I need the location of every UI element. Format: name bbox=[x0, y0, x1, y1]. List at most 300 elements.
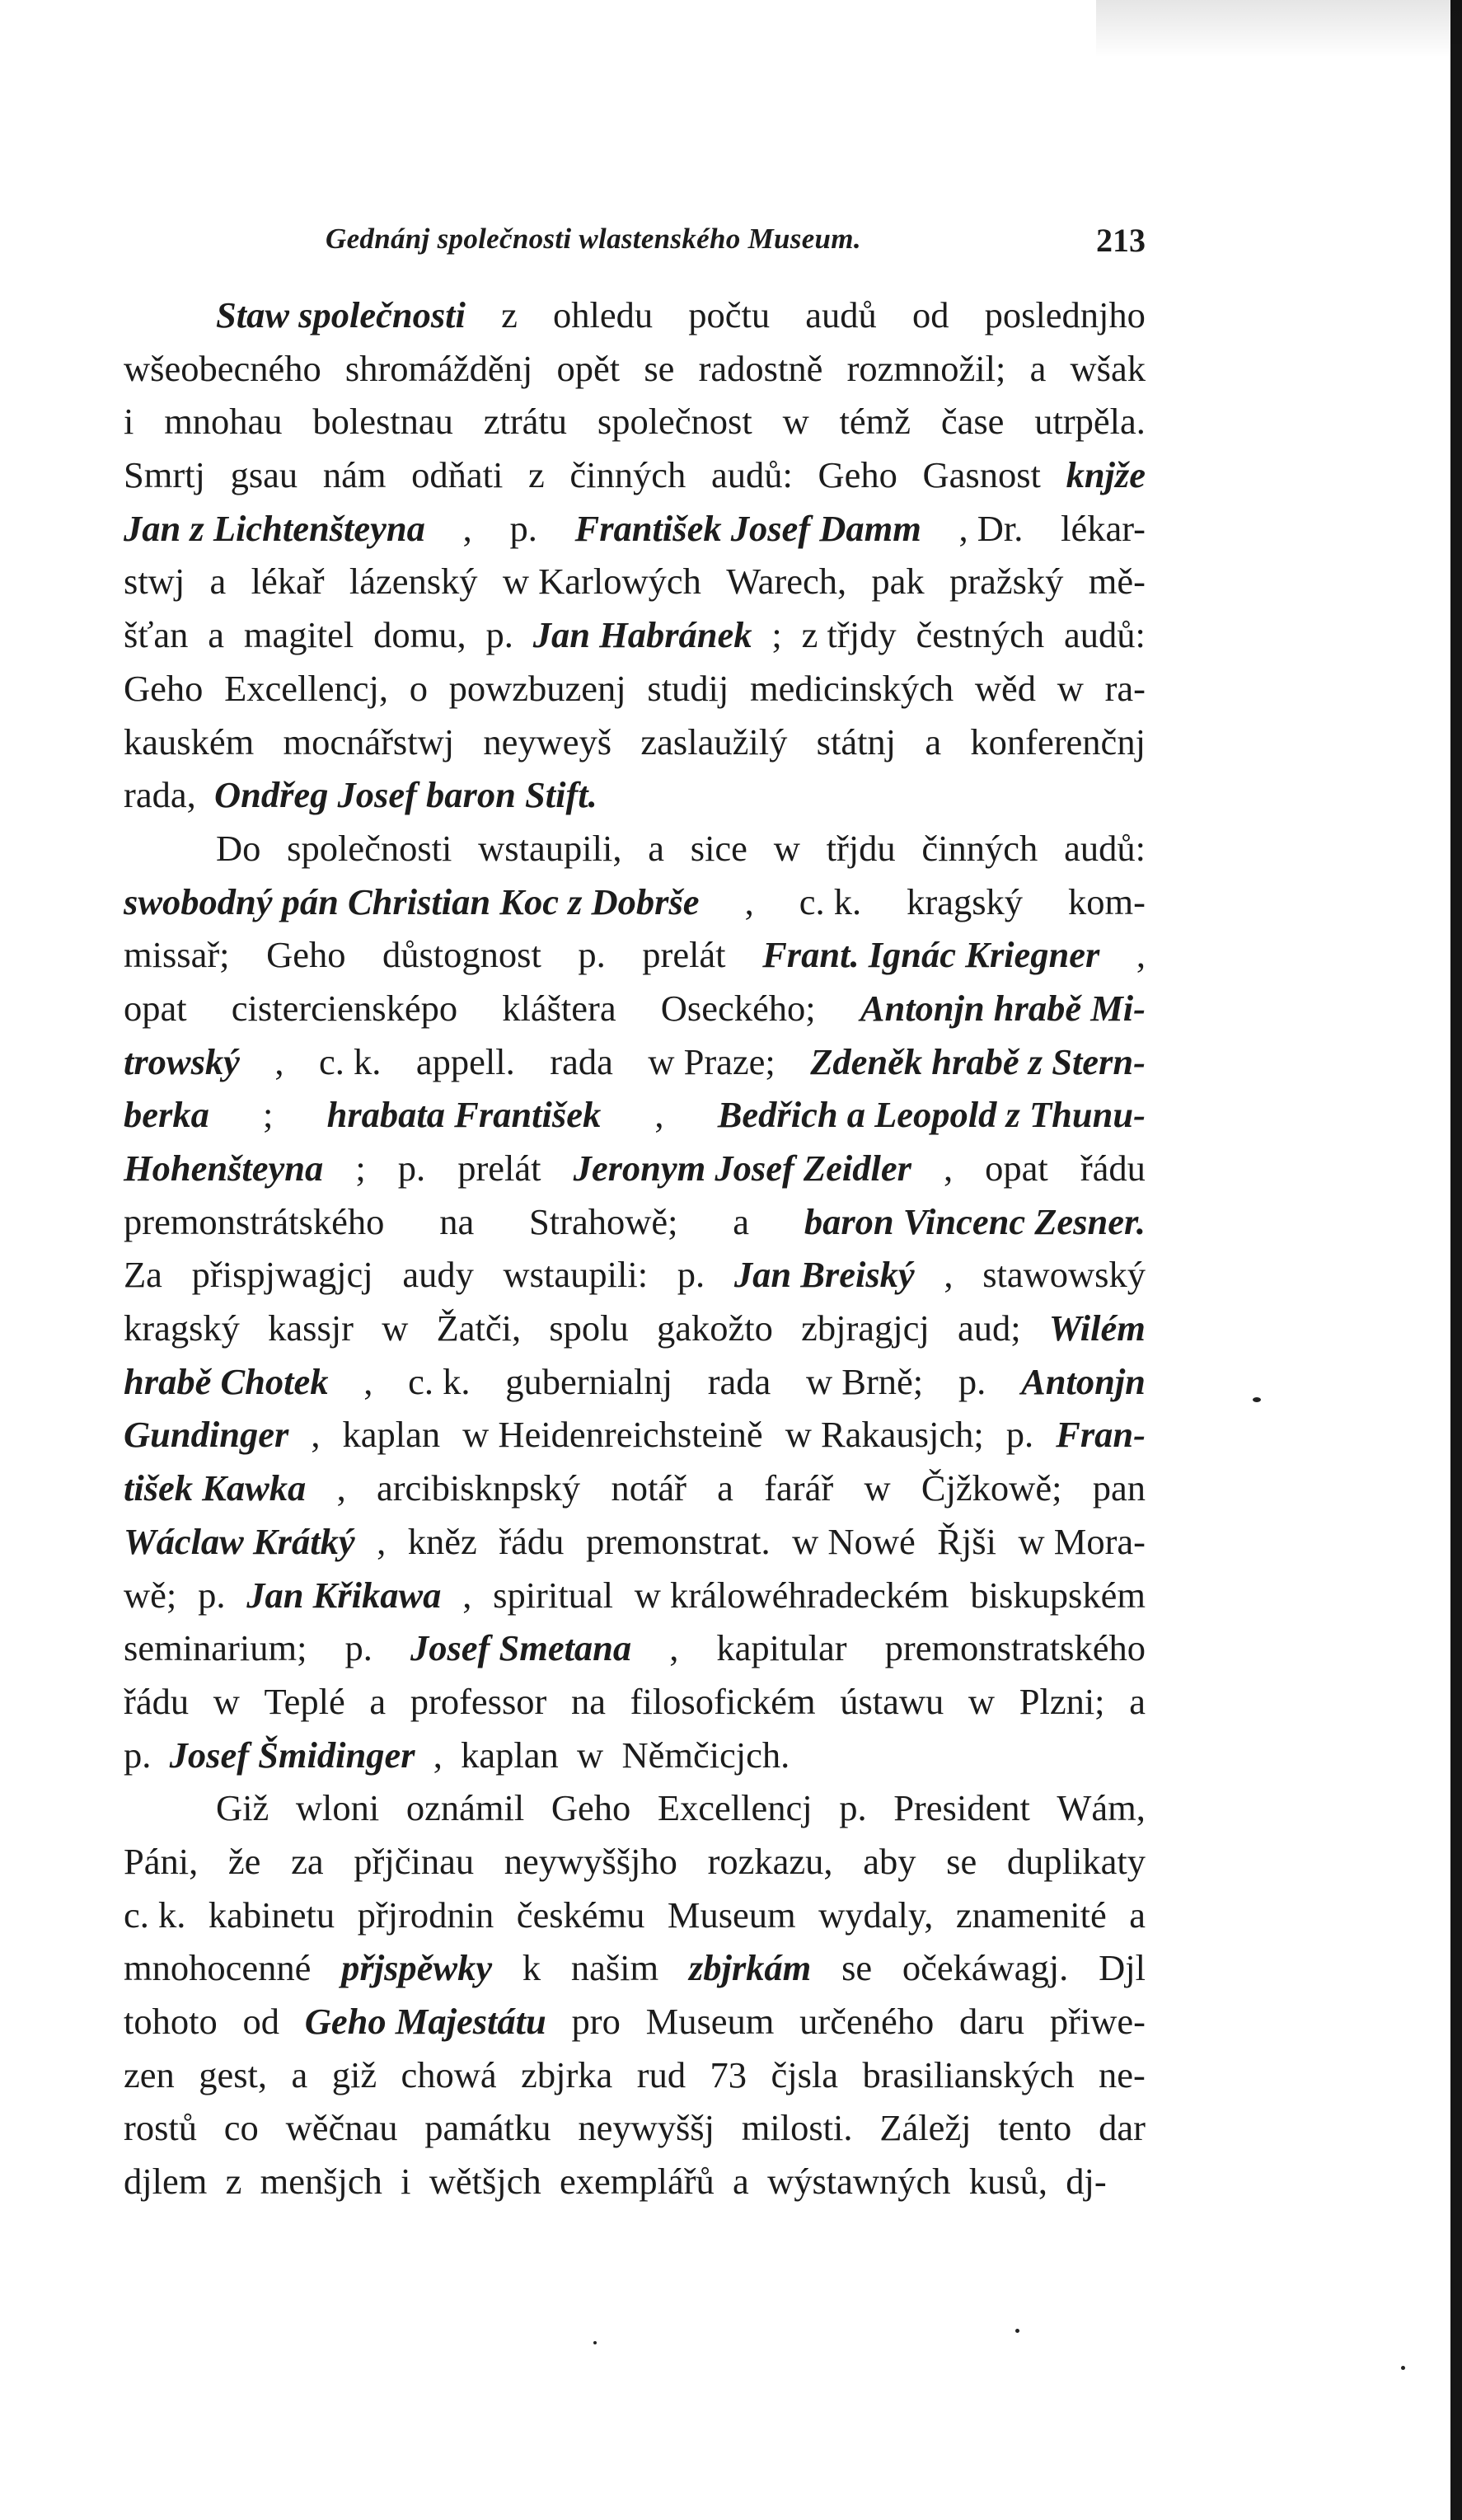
word: ne- bbox=[1099, 2053, 1146, 2095]
word: lékař bbox=[251, 561, 325, 603]
text-line bbox=[124, 1835, 1146, 1889]
word: Giž bbox=[216, 1787, 269, 1829]
word: rada bbox=[550, 1040, 613, 1082]
text-line bbox=[124, 395, 1146, 448]
word: Záležj bbox=[879, 2107, 972, 2149]
italic-name: Ondřeg Josef baron Stift. bbox=[213, 774, 597, 816]
italic-name: Gundinger bbox=[124, 1414, 289, 1456]
word: bolestnau bbox=[312, 401, 453, 443]
word: lázenský bbox=[349, 561, 478, 603]
word: kauském bbox=[124, 720, 255, 763]
word: appell. bbox=[415, 1040, 515, 1082]
word: přiwe- bbox=[1049, 2001, 1146, 2042]
page-header bbox=[293, 223, 1146, 264]
word: wšeobecného bbox=[124, 347, 321, 389]
text-line bbox=[124, 768, 1146, 822]
word: gubernialnj bbox=[505, 1360, 672, 1402]
word: kapitular bbox=[716, 1627, 847, 1669]
word: a bbox=[291, 2053, 308, 2095]
word: přjrodnin bbox=[357, 1894, 494, 1936]
word: missař; bbox=[124, 934, 230, 976]
word: Excellencj bbox=[657, 1787, 813, 1829]
italic-name: Zdeněk hrabě z Stern- bbox=[810, 1040, 1146, 1082]
word: opět bbox=[556, 347, 621, 389]
italic-name: berka bbox=[124, 1094, 209, 1136]
word: českému bbox=[516, 1894, 645, 1936]
word: , bbox=[744, 880, 754, 922]
word: kragský bbox=[907, 880, 1024, 922]
scan-speck bbox=[1253, 1397, 1261, 1402]
word: kaplan bbox=[461, 1734, 559, 1776]
text-line bbox=[124, 1515, 1146, 1569]
word: společnost bbox=[597, 401, 752, 443]
word: a bbox=[209, 561, 227, 603]
word: gakožto bbox=[657, 1307, 773, 1349]
word: p. bbox=[509, 507, 537, 549]
word: giž bbox=[331, 2053, 377, 2095]
word: opat bbox=[124, 987, 187, 1029]
scan-speck bbox=[593, 2341, 597, 2344]
word: Gasnost bbox=[922, 454, 1041, 496]
italic-name: Frant. Ignác Kriegner bbox=[762, 934, 1100, 976]
italic-name: Fran- bbox=[1056, 1414, 1146, 1456]
word: President bbox=[893, 1787, 1030, 1829]
word: Žatči, bbox=[436, 1307, 522, 1349]
word: wšak bbox=[1070, 347, 1146, 389]
word: k bbox=[522, 1947, 541, 1989]
text-line bbox=[124, 502, 1146, 556]
word: professor bbox=[410, 1680, 547, 1722]
italic-name: baron Vincenc Zesner. bbox=[804, 1200, 1146, 1242]
italic-name: Jeronym Josef Zeidler bbox=[573, 1147, 911, 1189]
scan-edge-right bbox=[1450, 0, 1462, 2520]
word: Řjši bbox=[937, 1520, 996, 1562]
text-line bbox=[124, 1569, 1146, 1622]
word: c. k. bbox=[319, 1040, 382, 1082]
word: w Nowé bbox=[792, 1520, 916, 1562]
word: na bbox=[439, 1200, 475, 1242]
text-line bbox=[124, 1675, 1146, 1729]
word: c. k. bbox=[124, 1894, 186, 1936]
word: pak bbox=[871, 561, 925, 603]
word: ; bbox=[263, 1094, 274, 1136]
word: p. bbox=[124, 1734, 152, 1776]
word: w bbox=[968, 1680, 996, 1722]
word: mnohocenné bbox=[124, 1947, 312, 1989]
word: , bbox=[336, 1467, 346, 1509]
word: Geho bbox=[551, 1787, 631, 1829]
text-line bbox=[124, 1088, 1146, 1142]
word: ; bbox=[355, 1147, 366, 1189]
italic-name: přjspěwky bbox=[341, 1947, 493, 1989]
word: pro bbox=[571, 2001, 621, 2042]
word: ústawu bbox=[840, 1680, 944, 1722]
word: wydaly, bbox=[818, 1894, 934, 1936]
word: třjdu bbox=[826, 827, 896, 869]
word: ra- bbox=[1104, 667, 1146, 709]
word: tento bbox=[998, 2107, 1072, 2149]
word: audů bbox=[805, 294, 877, 336]
word: zaslaužilý bbox=[640, 720, 788, 763]
word: studij bbox=[647, 667, 729, 709]
word: zbjrka bbox=[521, 2053, 613, 2095]
word: kabinetu bbox=[208, 1894, 335, 1936]
text-line bbox=[124, 1995, 1146, 2048]
word: arcibisknpský bbox=[376, 1467, 581, 1509]
word: duplikaty bbox=[1006, 1840, 1146, 1882]
word: Warech, bbox=[726, 561, 847, 603]
italic-name: Antonjn hrabě Mi- bbox=[860, 987, 1146, 1029]
word: magitel bbox=[243, 614, 354, 656]
word: , bbox=[311, 1414, 321, 1456]
word: rostů bbox=[124, 2107, 197, 2149]
word: přispjwagjcj bbox=[191, 1254, 373, 1296]
word: daru bbox=[958, 2001, 1025, 2042]
word: a bbox=[1129, 1680, 1146, 1722]
word: domu, bbox=[373, 614, 466, 656]
word: z bbox=[225, 2161, 242, 2203]
word: čestných bbox=[916, 614, 1045, 656]
word: dar bbox=[1099, 2107, 1146, 2149]
word: w Heidenreichsteině bbox=[462, 1414, 763, 1456]
word: wstaupili: bbox=[503, 1254, 649, 1296]
word: tohoto bbox=[124, 2001, 218, 2042]
word: neywyššj bbox=[578, 2107, 715, 2149]
word: nám bbox=[322, 454, 387, 496]
word: Za bbox=[124, 1254, 162, 1296]
word: ohledu bbox=[552, 294, 654, 336]
word: powzbuzenj bbox=[448, 667, 626, 709]
word: chowá bbox=[401, 2053, 497, 2095]
word: a bbox=[1029, 347, 1047, 389]
word: Museum bbox=[645, 2001, 775, 2042]
italic-name: Jan Křikawa bbox=[246, 1574, 442, 1616]
word: w Brně; bbox=[806, 1360, 924, 1402]
word: a bbox=[733, 2161, 749, 2203]
word: z třjdy bbox=[801, 614, 897, 656]
word: w bbox=[773, 827, 800, 869]
word: i bbox=[401, 2161, 411, 2203]
word: pražský bbox=[949, 561, 1064, 603]
word: notář bbox=[611, 1467, 686, 1509]
word: zbjragjcj bbox=[801, 1307, 930, 1349]
word: rada bbox=[707, 1360, 771, 1402]
word: kragský bbox=[124, 1307, 240, 1349]
word: určeného bbox=[799, 2001, 935, 2042]
text-line bbox=[124, 1355, 1146, 1409]
scan-shadow-top bbox=[1096, 0, 1462, 58]
word: p. bbox=[677, 1254, 705, 1296]
word: ztrátu bbox=[483, 401, 568, 443]
word: p. bbox=[485, 614, 513, 656]
word: přjčinau bbox=[354, 1840, 475, 1882]
text-line bbox=[124, 716, 1146, 769]
word: p. bbox=[344, 1627, 373, 1669]
word: aby bbox=[863, 1840, 916, 1882]
word: , bbox=[274, 1040, 284, 1082]
word: , bbox=[462, 1574, 472, 1616]
word: , Dr. bbox=[958, 507, 1024, 549]
text-line bbox=[124, 1621, 1146, 1675]
word: a bbox=[648, 827, 664, 869]
word: prelát bbox=[642, 934, 726, 976]
word: a bbox=[1129, 1894, 1146, 1936]
italic-name: Staw společnosti bbox=[216, 294, 466, 336]
word: audů: bbox=[1064, 827, 1146, 869]
word: spolu bbox=[549, 1307, 629, 1349]
word: , bbox=[377, 1520, 387, 1562]
word: Excellencj, bbox=[224, 667, 388, 709]
word: čjsla bbox=[771, 2053, 839, 2095]
word: Geho bbox=[818, 454, 897, 496]
word: státnj bbox=[816, 720, 897, 763]
word: řádu bbox=[1080, 1147, 1146, 1189]
italic-name: Bedřich a Leopold z Thunu- bbox=[717, 1094, 1146, 1136]
word: a bbox=[717, 1467, 733, 1509]
page-number: 213 bbox=[1096, 222, 1146, 259]
text-line bbox=[124, 928, 1146, 982]
word: w Rakausjch; bbox=[785, 1414, 984, 1456]
word: prelát bbox=[457, 1147, 541, 1189]
word: biskupském bbox=[970, 1574, 1146, 1616]
text-line bbox=[124, 1941, 1146, 1995]
word: Wám, bbox=[1057, 1787, 1146, 1829]
word: wě; bbox=[124, 1574, 177, 1616]
word: w bbox=[382, 1307, 409, 1349]
word: w bbox=[213, 1680, 240, 1722]
word: rud bbox=[636, 2053, 686, 2095]
word: wloni bbox=[295, 1787, 380, 1829]
text-line bbox=[124, 342, 1146, 396]
text-line bbox=[124, 2101, 1146, 2155]
word: p. bbox=[198, 1574, 226, 1616]
word: důstognost bbox=[382, 934, 541, 976]
scan-speck bbox=[1015, 2329, 1019, 2333]
word: aud; bbox=[958, 1307, 1021, 1349]
word: premonstratského bbox=[884, 1627, 1146, 1669]
italic-name: Josef Šmidinger bbox=[169, 1734, 415, 1776]
word: co bbox=[223, 2107, 259, 2149]
word: wýstawných bbox=[767, 2161, 951, 2203]
word: Geho bbox=[124, 667, 204, 709]
word: kusů, bbox=[968, 2161, 1047, 2203]
word: témž bbox=[839, 401, 911, 443]
word: našim bbox=[570, 1947, 659, 1989]
text-line bbox=[124, 875, 1146, 929]
word: řádu bbox=[124, 1680, 190, 1722]
word: a bbox=[369, 1680, 387, 1722]
text-line bbox=[124, 1889, 1146, 1942]
word: i bbox=[124, 401, 134, 443]
word: gest, bbox=[199, 2053, 268, 2095]
word: a bbox=[925, 720, 942, 763]
word: w bbox=[577, 1734, 604, 1776]
text-line bbox=[124, 555, 1146, 608]
word: ; bbox=[771, 614, 782, 656]
word: wětšjch bbox=[429, 2161, 541, 2203]
word: p. bbox=[958, 1360, 986, 1402]
word: na bbox=[570, 1680, 606, 1722]
word: djlem bbox=[124, 2161, 208, 2203]
word: činných bbox=[921, 827, 1038, 869]
text-line bbox=[124, 1781, 1146, 1835]
word: a bbox=[733, 1200, 750, 1242]
word: neywyššjho bbox=[504, 1840, 677, 1882]
word: kláštera bbox=[502, 987, 616, 1029]
italic-name: Jan Habránek bbox=[532, 614, 752, 656]
word: se bbox=[644, 347, 675, 389]
text-line bbox=[124, 2155, 1146, 2208]
word: gsau bbox=[230, 454, 298, 496]
word: Djl bbox=[1099, 1947, 1146, 1989]
italic-name: zbjrkám bbox=[688, 1947, 812, 1989]
text-line bbox=[124, 662, 1146, 716]
word: Teplé bbox=[264, 1680, 345, 1722]
italic-name: Hohenšteyna bbox=[124, 1147, 324, 1189]
word: poslednjho bbox=[984, 294, 1146, 336]
word: shromážděnj bbox=[344, 347, 533, 389]
word: p. bbox=[397, 1147, 426, 1189]
word: se bbox=[946, 1840, 977, 1882]
word: z bbox=[527, 454, 545, 496]
text-line bbox=[124, 1142, 1146, 1195]
word: audů: bbox=[1064, 614, 1146, 656]
paragraph bbox=[124, 289, 1146, 822]
word: konferenčnj bbox=[970, 720, 1146, 763]
word: , bbox=[363, 1360, 373, 1402]
word: čase bbox=[940, 401, 1005, 443]
word: Němčicjch. bbox=[621, 1734, 790, 1776]
word: Oseckého; bbox=[660, 987, 816, 1029]
word: stawowský bbox=[982, 1254, 1146, 1296]
italic-name: swobodný pán Christian Koc z Dobrše bbox=[124, 880, 700, 922]
italic-name: tišek Kawka bbox=[124, 1467, 307, 1509]
word: menšjch bbox=[260, 2161, 382, 2203]
word: farář bbox=[764, 1467, 834, 1509]
word: Museum bbox=[667, 1894, 796, 1936]
word: mě- bbox=[1088, 561, 1146, 603]
word: medicinských bbox=[750, 667, 954, 709]
word: spiritual bbox=[493, 1574, 613, 1616]
word: w Karlowých bbox=[502, 561, 701, 603]
word: činných bbox=[569, 454, 686, 496]
word: p. bbox=[1005, 1414, 1034, 1456]
word: , bbox=[1136, 934, 1146, 976]
italic-name: knjže bbox=[1066, 454, 1146, 496]
word: a bbox=[208, 614, 224, 656]
word: odňati bbox=[411, 454, 504, 496]
italic-name: hrabě Chotek bbox=[124, 1360, 329, 1402]
word: filosofickém bbox=[630, 1680, 816, 1722]
word: 73 bbox=[710, 2053, 747, 2095]
word: kaplan bbox=[342, 1414, 441, 1456]
italic-name: Antonjn bbox=[1021, 1360, 1146, 1402]
italic-name: Josef Smetana bbox=[410, 1627, 632, 1669]
word: wstaupili, bbox=[478, 827, 622, 869]
text-line bbox=[124, 1462, 1146, 1515]
word: kněz bbox=[407, 1520, 477, 1562]
text-line bbox=[124, 1302, 1146, 1355]
italic-name: Jan z Lichtenšteyna bbox=[124, 507, 425, 549]
word: w bbox=[1057, 667, 1084, 709]
word: w králowéhradeckém bbox=[634, 1574, 949, 1616]
text-line bbox=[124, 1035, 1146, 1089]
word: z bbox=[501, 294, 518, 336]
word: oznámil bbox=[405, 1787, 525, 1829]
italic-name: trowský bbox=[124, 1040, 240, 1082]
italic-name: hrabata František bbox=[326, 1094, 602, 1136]
word: c. k. bbox=[408, 1360, 471, 1402]
word: , bbox=[462, 507, 472, 549]
word: , bbox=[669, 1627, 679, 1669]
word: pan bbox=[1092, 1467, 1146, 1509]
word: mnohau bbox=[164, 401, 283, 443]
word: stwj bbox=[124, 561, 185, 603]
word: , bbox=[433, 1734, 443, 1776]
word: počtu bbox=[688, 294, 771, 336]
word: w bbox=[864, 1467, 891, 1509]
word: Strahowě; bbox=[529, 1200, 678, 1242]
word: c. k. bbox=[799, 880, 862, 922]
word: wěd bbox=[974, 667, 1037, 709]
word: premonstrátského bbox=[124, 1200, 385, 1242]
word: brasilianských bbox=[862, 2053, 1075, 2095]
word: Geho bbox=[266, 934, 346, 976]
word: wěčnau bbox=[285, 2107, 398, 2149]
word: očekáwagj. bbox=[902, 1947, 1069, 1989]
text-line bbox=[124, 822, 1146, 875]
word: Páni, bbox=[124, 1840, 199, 1882]
word: , bbox=[943, 1147, 954, 1189]
text-line bbox=[124, 1729, 1146, 1782]
word: Do bbox=[216, 827, 261, 869]
text-line bbox=[124, 1248, 1146, 1302]
word: za bbox=[291, 1840, 324, 1882]
scan-speck bbox=[1401, 2366, 1405, 2370]
text-line bbox=[124, 448, 1146, 502]
word: audů: bbox=[710, 454, 793, 496]
word: řádu bbox=[499, 1520, 565, 1562]
word: že bbox=[227, 1840, 261, 1882]
word: mocnářstwj bbox=[283, 720, 455, 763]
text-line bbox=[124, 1408, 1146, 1462]
word: lékar- bbox=[1061, 507, 1146, 549]
word: w Praze; bbox=[648, 1040, 776, 1082]
word: Smrtj bbox=[124, 454, 205, 496]
italic-name: František Josef Damm bbox=[574, 507, 921, 549]
word: p. bbox=[578, 934, 606, 976]
text-line bbox=[124, 1195, 1146, 1249]
word: sice bbox=[690, 827, 747, 869]
word: , bbox=[944, 1254, 954, 1296]
word: kassjr bbox=[268, 1307, 354, 1349]
italic-name: Geho Majestátu bbox=[304, 2001, 546, 2042]
word: o bbox=[409, 667, 428, 709]
paragraph bbox=[124, 822, 1146, 1781]
word: neyweyš bbox=[483, 720, 612, 763]
word: milosti. bbox=[741, 2107, 853, 2149]
running-title: Gednánj společnosti wlastenského Museum. bbox=[326, 223, 861, 255]
word: památku bbox=[424, 2107, 551, 2149]
body-text bbox=[124, 289, 1146, 2208]
word: Čjžkowě; bbox=[921, 1467, 1062, 1509]
word: rozmnožil; bbox=[846, 347, 1006, 389]
paragraph bbox=[124, 1781, 1146, 2208]
word: exemplářů bbox=[559, 2161, 715, 2203]
text-line bbox=[124, 2048, 1146, 2102]
word: , bbox=[654, 1094, 664, 1136]
word: znamenité bbox=[955, 1894, 1107, 1936]
